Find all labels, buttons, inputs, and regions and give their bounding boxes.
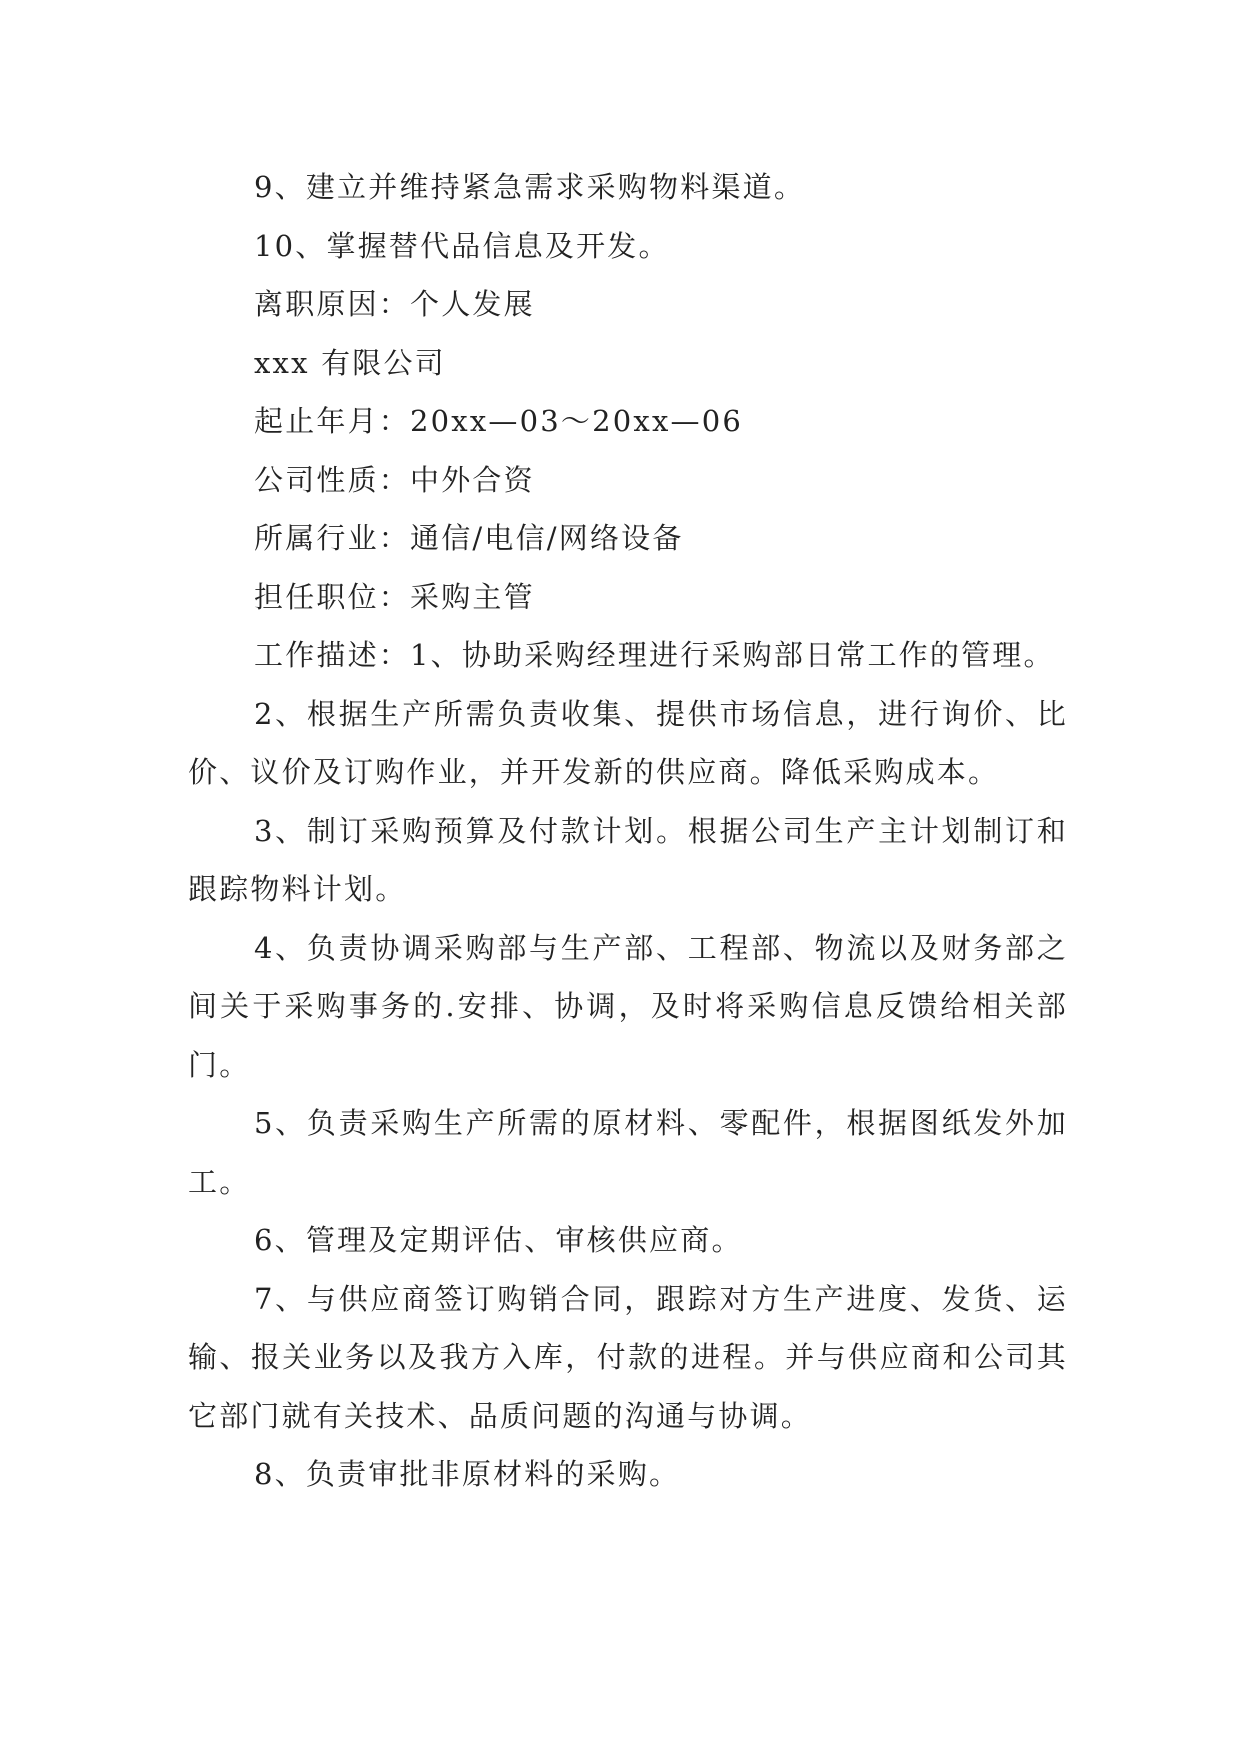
paragraph-item-10: 10、掌握替代品信息及开发。 [254, 228, 670, 263]
company-type: 公司性质：中外合资 [254, 462, 535, 497]
job-description: 工作描述：1、协助采购经理进行采购部日常工作的管理。 [254, 638, 1055, 672]
duty-item-6: 6、管理及定期评估、审核供应商。 [254, 1223, 743, 1257]
duty-item-8: 8、负责审批非原材料的采购。 [254, 1457, 681, 1491]
document-body [188, 158, 1068, 1504]
duty-item-4: 4、负责协调采购部与生产部、工程部、物流以及财务部之间关于采购事务的.安排、协调，及时将采购信息反馈给相关部门。 [188, 930, 1068, 1082]
duty-item-7: 7、与供应商签订购销合同，跟踪对方生产进度、发货、运输、报关业务以及我方入库，付款的进程。并与供应商和公司其它部门就有关技术、品质问题的沟通与协调。 [188, 1281, 1068, 1433]
duty-item-3: 3、制订采购预算及付款计划。根据公司生产主计划制订和跟踪物料计划。 [188, 813, 1068, 906]
company-name: xxx 有限公司 [254, 345, 446, 380]
position: 担任职位：采购主管 [254, 579, 535, 614]
duty-item-2: 2、根据生产所需负责收集、提供市场信息，进行询价、比价、议价及订购作业，并开发新的供应商。降低采购成本。 [188, 696, 1068, 789]
duty-item-5: 5、负责采购生产所需的原材料、零配件，根据图纸发外加工。 [188, 1106, 1068, 1199]
resignation-reason: 离职原因：个人发展 [254, 287, 535, 321]
industry: 所属行业：通信/电信/网络设备 [254, 521, 684, 555]
employment-period: 起止年月：20xx—03～20xx—06 [254, 404, 744, 438]
paragraph-item-9: 9、建立并维持紧急需求采购物料渠道。 [254, 170, 806, 204]
